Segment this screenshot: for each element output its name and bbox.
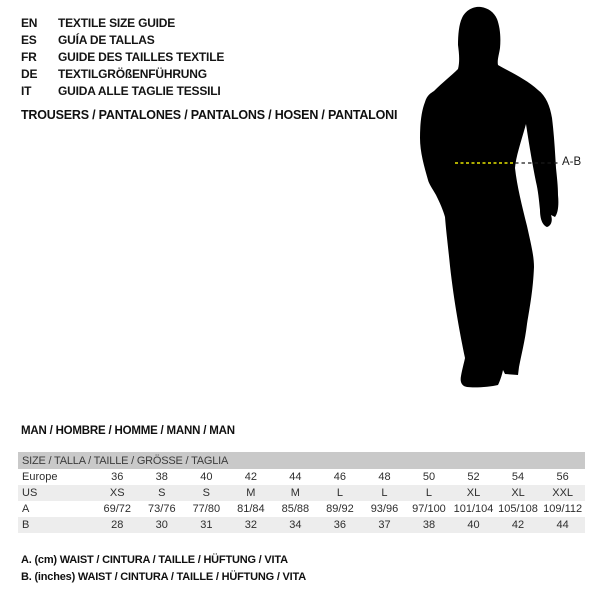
- table-row-europe: [18, 469, 585, 485]
- size-cell: 44: [289, 471, 302, 483]
- size-cell: 56: [556, 471, 569, 483]
- size-cell: 52: [467, 471, 480, 483]
- size-cell: 32: [229, 517, 274, 533]
- section-title: MAN / HOMBRE / HOMME / MANN / MAN: [21, 425, 235, 437]
- size-cell: XS: [95, 485, 140, 501]
- size-table: [18, 452, 585, 533]
- language-label: TEXTILGRÖßENFÜHRUNG: [58, 67, 207, 81]
- size-cell: 89/92: [326, 503, 354, 515]
- size-cell: 44: [540, 517, 585, 533]
- note-a-cm: A. (cm) WAIST / CINTURA / TAILLE / HÜFTUNG / VITA: [21, 554, 288, 566]
- size-cell: 101/104: [453, 503, 494, 515]
- size-cell: S: [184, 485, 229, 501]
- size-cell: 85/88: [281, 503, 310, 515]
- size-cell: 28: [95, 517, 140, 533]
- size-cell: 81/84: [237, 503, 265, 515]
- table-row-b-inches: [18, 517, 585, 533]
- row-label: A: [22, 503, 30, 515]
- size-cell: S: [140, 485, 185, 501]
- language-label: TEXTILE SIZE GUIDE: [58, 16, 176, 30]
- size-cell: 54: [511, 471, 525, 483]
- size-cell: 77/80: [192, 503, 221, 515]
- size-cell: M: [273, 485, 318, 501]
- size-cell: 36: [318, 517, 363, 533]
- silhouette-path: [420, 7, 558, 388]
- size-cell: 73/76: [148, 503, 176, 515]
- size-cell: 109/112: [543, 503, 583, 515]
- size-cell: 34: [273, 517, 318, 533]
- table-row-a-cm: [18, 501, 585, 517]
- measurement-notes: [21, 552, 306, 585]
- size-cell: 97/100: [412, 503, 446, 515]
- waist-measure-label: A-B: [562, 156, 582, 168]
- size-cell: L: [407, 485, 452, 501]
- size-cell: XL: [451, 485, 496, 501]
- size-table-wrap: [18, 452, 585, 533]
- size-cell: M: [229, 485, 274, 501]
- row-label: B: [18, 517, 95, 533]
- size-cell: 42: [244, 471, 257, 483]
- size-cell: XXL: [540, 485, 585, 501]
- language-row: [21, 32, 224, 49]
- language-label: GUIDE DES TAILLES TEXTILE: [58, 50, 225, 64]
- language-row: [21, 83, 224, 100]
- language-code: EN: [21, 16, 38, 30]
- man-silhouette: [395, 4, 600, 410]
- language-row: [21, 49, 224, 66]
- size-cell: 93/96: [370, 503, 399, 515]
- size-cell: L: [362, 485, 407, 501]
- language-label: GUIDA ALLE TAGLIE TESSILI: [58, 84, 221, 98]
- size-cell: 31: [184, 517, 229, 533]
- language-code: FR: [21, 50, 37, 64]
- row-label: Europe: [22, 471, 58, 483]
- language-code: IT: [21, 84, 32, 98]
- size-cell: 36: [111, 471, 124, 483]
- category-title: TROUSERS / PANTALONES / PANTALONS / HOSEN / PANTALONI: [21, 108, 398, 122]
- size-cell: 105/108: [498, 503, 538, 515]
- size-cell: 50: [422, 471, 436, 483]
- language-row: [21, 15, 224, 32]
- size-cell: XL: [496, 485, 541, 501]
- language-list: [21, 15, 224, 100]
- man-silhouette-figure: [395, 4, 600, 410]
- size-cell: 69/72: [103, 503, 132, 515]
- language-code: ES: [21, 33, 37, 47]
- note-b-inches: B. (inches) WAIST / CINTURA / TAILLE / HÜFTUNG / VITA: [21, 570, 306, 583]
- language-code: DE: [21, 67, 38, 81]
- size-cell: 42: [496, 517, 541, 533]
- row-label: US: [18, 485, 95, 501]
- size-cell: 48: [378, 471, 391, 483]
- size-cell: 30: [140, 517, 185, 533]
- size-cell: 37: [362, 517, 407, 533]
- size-cell: 38: [407, 517, 452, 533]
- size-cell: L: [318, 485, 363, 501]
- size-table-header-row: [18, 452, 585, 469]
- size-table-header: SIZE / TALLA / TAILLE / GRÖSSE / TAGLIA: [18, 452, 585, 469]
- table-row-us: [18, 485, 585, 501]
- size-cell: 38: [155, 471, 168, 483]
- size-cell: 40: [200, 471, 213, 483]
- size-cell: 46: [333, 471, 347, 483]
- language-row: [21, 66, 224, 83]
- size-cell: 40: [451, 517, 496, 533]
- language-label: GUÍA DE TALLAS: [58, 33, 155, 47]
